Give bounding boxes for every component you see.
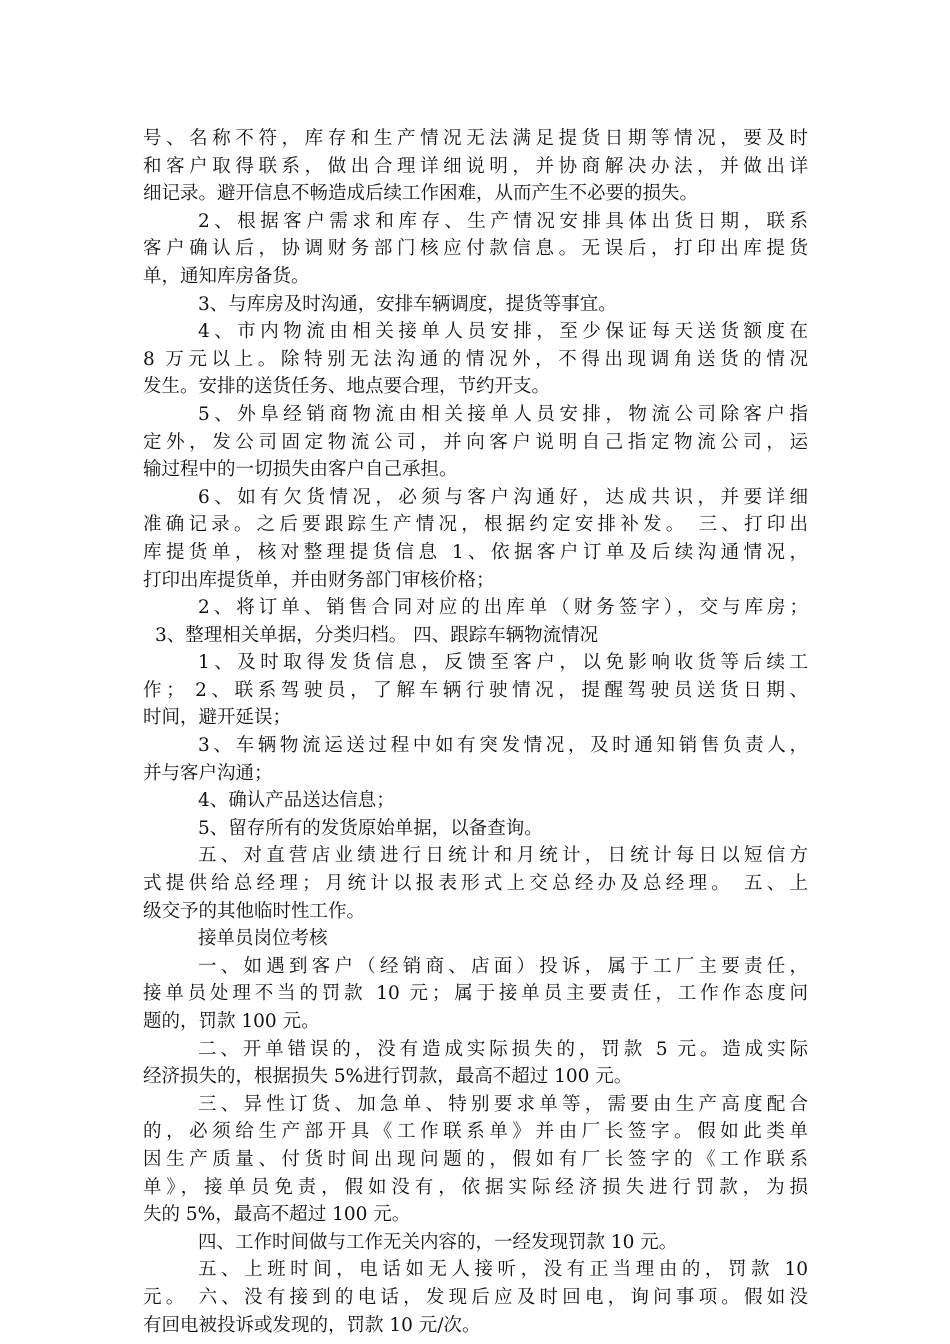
text-line: 的，必须给生产部开具《工作联系单》并由厂长签字。假如此类单 bbox=[143, 1121, 808, 1143]
text-line: 一、如遇到客户（经销商、店面）投诉，属于工厂主要责任， bbox=[198, 955, 808, 977]
text-line: 题的，罚款 100 元。 bbox=[143, 1011, 320, 1032]
text-line: 失的 5%，最高不超过 100 元。 bbox=[143, 1204, 411, 1226]
text-line: 接单员岗位考核 bbox=[198, 928, 328, 950]
text-line: 准确记录。之后要跟踪生产情况，根据约定安排补发。 三、打印出 bbox=[143, 514, 808, 536]
text-line: 3、与库房及时沟通，安排车辆调度，提货等事宜。 bbox=[198, 293, 617, 315]
text-line: 和客户取得联系，做出合理详细说明，并协商解决办法，并做出详 bbox=[143, 155, 808, 177]
text-line: 5、留存所有的发货原始单据，以备查询。 bbox=[198, 817, 543, 839]
text-line: 发生。安排的送货任务、地点要合理，节约开支。 bbox=[143, 376, 551, 398]
text-line: 库提货单，核对整理提货信息 1、依据客户订单及后续沟通情况， bbox=[143, 541, 808, 563]
document-body bbox=[143, 125, 808, 1339]
text-line: 并与客户沟通； bbox=[143, 762, 273, 784]
text-line: 6、如有欠货情况，必须与客户沟通好，达成共识，并要详细 bbox=[198, 486, 808, 508]
text-line: 4、市内物流由相关接单人员安排，至少保证每天送货额度在 bbox=[198, 321, 808, 343]
text-line: 打印出库提货单，并由财务部门审核价格； bbox=[143, 569, 495, 591]
text-line: 作； 2、联系驾驶员，了解车辆行驶情况，提醒驾驶员送货日期、 bbox=[143, 679, 808, 701]
text-line: 接单员处理不当的罚款 10 元；属于接单员主要责任，工作作态度问 bbox=[143, 983, 808, 1005]
text-line: 单，通知库房备货。 bbox=[143, 265, 310, 287]
text-line: 级交予的其他临时性工作。 bbox=[143, 900, 366, 922]
text-line: 二、开单错误的，没有造成实际损失的，罚款 5 元。造成实际 bbox=[198, 1038, 808, 1060]
text-line: 8 万元以上。除特别无法沟通的情况外，不得出现调角送货的情况 bbox=[143, 348, 808, 370]
text-line: 单》，接单员免责，假如没有，依据实际经济损失进行罚款，为损 bbox=[143, 1176, 808, 1198]
text-line: 四、工作时间做与工作无关内容的，一经发现罚款 10 元。 bbox=[198, 1231, 678, 1253]
text-line: 客户确认后，协调财务部门核应付款信息。无误后，打印出库提货 bbox=[143, 238, 808, 260]
text-line: 五、上班时间，电话如无人接听，没有正当理由的，罚款 10 bbox=[198, 1259, 808, 1281]
text-line: 4、确认产品送达信息； bbox=[198, 790, 395, 812]
text-line: 定外，发公司固定物流公司，并向客户说明自己指定物流公司，运 bbox=[143, 431, 808, 453]
text-line: 经济损失的，根据损失 5%进行罚款，最高不超过 100 元。 bbox=[143, 1066, 633, 1088]
text-line: 2、将订单、销售合同对应的出库单（财务签字），交与库房； bbox=[198, 597, 808, 619]
text-line: 因生产质量、付货时间出现问题的，假如有厂长签字的《工作联系 bbox=[143, 1148, 808, 1170]
text-line: 三、异性订货、加急单、特别要求单等，需要由生产高度配合 bbox=[198, 1093, 808, 1115]
text-line: 时间，避开延误； bbox=[143, 707, 292, 729]
text-line: 5、外阜经销商物流由相关接单人员安排，物流公司除客户指 bbox=[198, 403, 808, 425]
text-line: 号、名称不符，库存和生产情况无法满足提货日期等情况，要及时 bbox=[143, 128, 808, 149]
text-line: 3、车辆物流运送过程中如有突发情况，及时通知销售负责人， bbox=[198, 735, 808, 757]
text-line: 2、根据客户需求和库存、生产情况安排具体出货日期，联系 bbox=[198, 210, 808, 232]
text-line: 元。 六、没有接到的电话，发现后应及时回电，询问事项。假如没 bbox=[143, 1286, 808, 1308]
text-line: 式提供给总经理；月统计以报表形式上交总经办及总经理。 五、上 bbox=[143, 873, 808, 895]
text-line: 输过程中的一切损失由客户自己承担。 bbox=[143, 459, 458, 481]
text-line: 3、整理相关单据，分类归档。 四、跟踪车辆物流情况 bbox=[155, 624, 599, 646]
text-line: 细记录。避开信息不畅造成后续工作困难，从而产生不必要的损失。 bbox=[143, 183, 699, 205]
text-line: 1、及时取得发货信息，反馈至客户，以免影响收货等后续工 bbox=[198, 652, 808, 674]
text-line: 五、对直营店业绩进行日统计和月统计，日统计每日以短信方 bbox=[198, 845, 808, 867]
text-line: 有回电被投诉或发现的，罚款 10 元/次。 bbox=[143, 1314, 481, 1336]
